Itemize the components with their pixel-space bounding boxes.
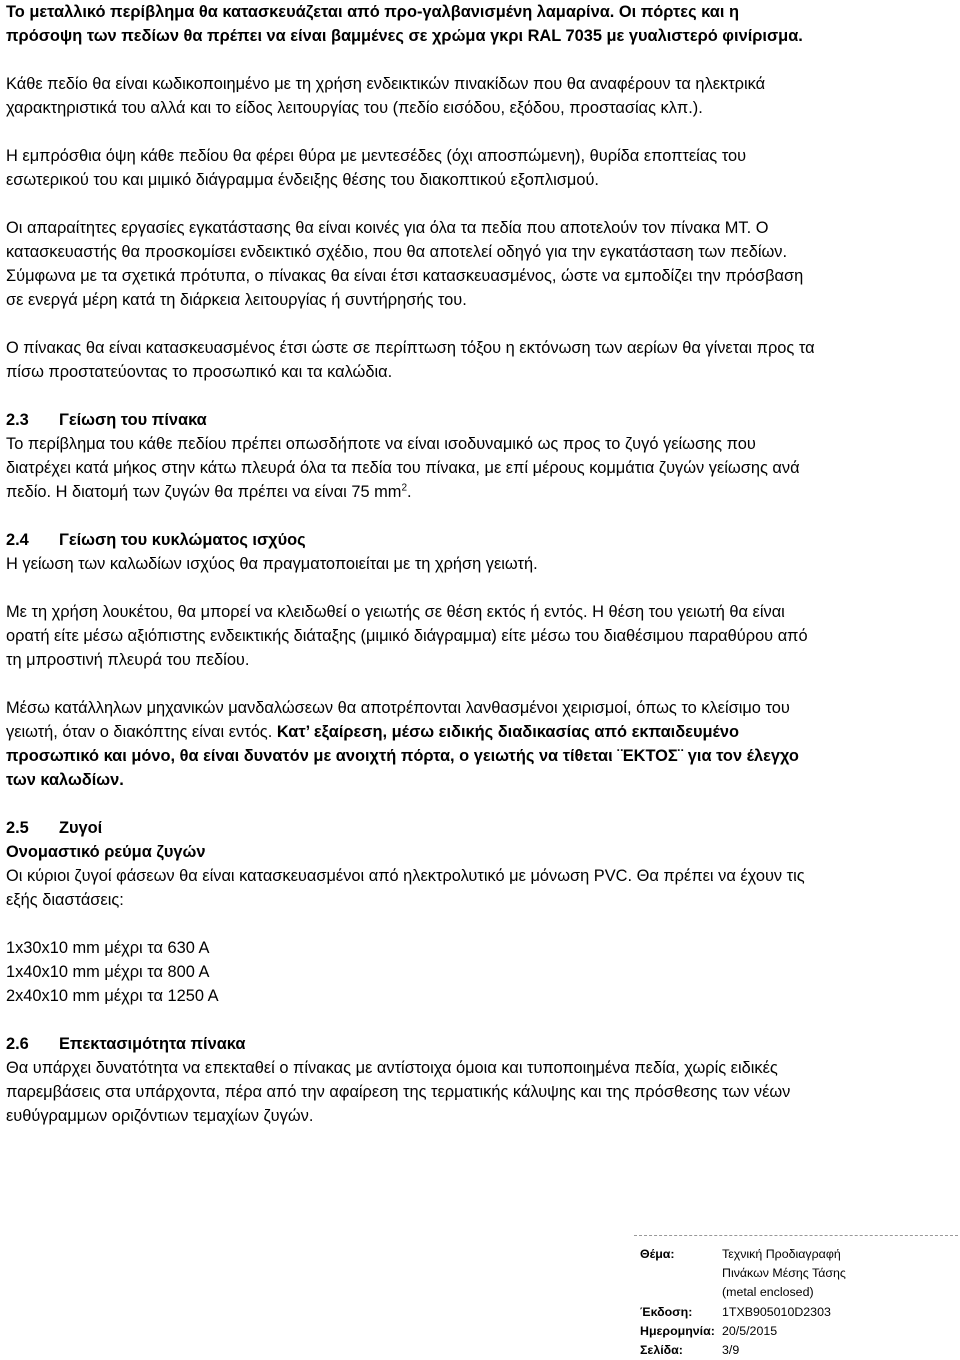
bold-span: Κατ’ εξαίρεση, μέσω ειδικής διαδικασίας από εκπαιδευμένο bbox=[276, 723, 740, 741]
paragraph-line: Οι απαραίτητες εργασίες εγκατάστασης θα είναι κοινές για όλα τα πεδία που αποτελούν τον πίνακα ΜΤ. Ο bbox=[6, 219, 769, 237]
text-span: γειωτή, όταν ο διακόπτης είναι εντός. bbox=[6, 723, 277, 741]
paragraph-line bbox=[6, 720, 956, 744]
document-footer bbox=[640, 1245, 846, 1360]
dimension-item: 1x40x10 mm μέχρι τα 800 Α bbox=[6, 963, 210, 981]
footer-label: Θέμα: bbox=[640, 1247, 675, 1261]
footer-label: Σελίδα: bbox=[640, 1343, 683, 1358]
section-heading-2-6 bbox=[6, 1032, 956, 1056]
footer-value: 20/5/2015 bbox=[722, 1323, 778, 1338]
footer-date-row bbox=[640, 1322, 846, 1341]
paragraph-line: Με τη χρήση λουκέτου, θα μπορεί να κλειδωθεί ο γειωτής σε θέση εκτός ή εντός. Η θέση του γειωτή θα είναι bbox=[6, 603, 785, 621]
footer-subject-row-3 bbox=[640, 1283, 846, 1302]
paragraph-line: εσωτερικού του και μιμικό διάγραμμα ένδειξης θέσης του διακοπτικού εξοπλισμού. bbox=[6, 171, 599, 189]
paragraph-line: σε ενεργά μέρη κατά τη διάρκεια λειτουργίας ή συντήρησής του. bbox=[6, 291, 467, 309]
section-heading-2-3 bbox=[6, 408, 956, 432]
footer-label: Έκδοση: bbox=[640, 1304, 693, 1319]
paragraph-line: Ο πίνακας θα είναι κατασκευασμένος έτσι ώστε σε περίπτωση τόξου η εκτόνωση των αερίων θα γίνεται προς τα bbox=[6, 339, 815, 357]
footer-value: Πινάκων Μέσης Τάσης bbox=[722, 1266, 846, 1281]
paragraph-line: Θα υπάρχει δυνατότητα να επεκταθεί ο πίνακας με αντίστοιχα όμοια και τυποποιημένα πεδία, χωρίς ειδικές bbox=[6, 1059, 778, 1077]
section-heading-2-4 bbox=[6, 528, 956, 552]
paragraph-line: τη μπροστινή πλευρά του πεδίου. bbox=[6, 651, 250, 669]
paragraph-line: Οι κύριοι ζυγοί φάσεων θα είναι κατασκευασμένοι από ηλεκτρολυτικό με μόνωση PVC. Θα πρέπει να έχουν τις bbox=[6, 867, 805, 885]
footer-edition-row bbox=[640, 1303, 846, 1322]
footer-value: Τεχνική Προδιαγραφή bbox=[722, 1247, 841, 1261]
paragraph-line: Η γείωση των καλωδίων ισχύος θα πραγματοποιείται με τη χρήση γειωτή. bbox=[6, 555, 538, 573]
section-number: 2.5 bbox=[6, 819, 29, 837]
paragraph-line: ορατή είτε μέσω αξιόπιστης ενδεικτικής διάταξης (μιμικό διάγραμμα) είτε μέσω του διαθέσιμου παραθύρου από bbox=[6, 627, 808, 645]
paragraph-line: χαρακτηριστικά του αλλά και το είδος λειτουργίας του (πεδίο εισόδου, εξόδου, προστασίας κλπ.). bbox=[6, 99, 703, 117]
text-span: πεδίο. Η διατομή των ζυγών θα πρέπει να είναι 75 mm bbox=[6, 483, 402, 501]
section-heading-2-5 bbox=[6, 816, 956, 840]
page-number: 3/9 bbox=[722, 1343, 740, 1358]
intro-line: Το μεταλλικό περίβλημα θα κατασκευάζεται από προ-γαλβανισμένη λαμαρίνα. Οι πόρτες και η bbox=[6, 3, 739, 21]
paragraph-line: Σύμφωνα με τα σχετικά πρότυπα, ο πίνακας θα είναι έτσι κατασκευασμένος, ώστε να εμποδίζει την πρόσβαση bbox=[6, 267, 804, 285]
footer-page-row bbox=[640, 1341, 846, 1360]
section-title: Επεκτασιμότητα πίνακα bbox=[59, 1035, 246, 1053]
footer-value: (metal enclosed) bbox=[722, 1285, 814, 1300]
paragraph-line: παρεμβάσεις στα υπάρχοντα, πέρα από την αφαίρεση της τερματικής κάλυψης και της πρόσθεσης των νέων bbox=[6, 1083, 791, 1101]
paragraph-line: Το περίβλημα του κάθε πεδίου πρέπει οπωσδήποτε να είναι ισοδυναμικό ως προς το ζυγό γείωσης που bbox=[6, 435, 756, 453]
footer-value: 1TXB905010D2303 bbox=[722, 1304, 831, 1319]
section-number: 2.6 bbox=[6, 1035, 29, 1053]
section-number: 2.4 bbox=[6, 531, 29, 549]
superscript: 2 bbox=[401, 482, 408, 494]
dimension-item: 2x40x10 mm μέχρι τα 1250 Α bbox=[6, 987, 219, 1005]
paragraph-line: διατρέχει κατά μήκος στην κάτω πλευρά όλα τα πεδία του πίνακα, με επί μέρους κομμάτια ζυγών γείωσης ανά bbox=[6, 459, 800, 477]
footer-subject-row-2 bbox=[640, 1264, 846, 1283]
footer-divider bbox=[634, 1235, 958, 1236]
paragraph-line bbox=[6, 480, 956, 504]
section-title: Γείωση του πίνακα bbox=[59, 411, 207, 429]
intro-line: πρόσοψη των πεδίων θα πρέπει να είναι βαμμένες σε χρώμα γκρι RAL 7035 με γυαλιστερό φινίρισμα. bbox=[6, 27, 803, 45]
paragraph-line: κατασκευαστής θα προσκομίσει ενδεικτικό σχέδιο, που θα αποτελεί οδηγό για την εγκατάσταση των πεδίων. bbox=[6, 243, 788, 261]
sub-heading: Ονομαστικό ρεύμα ζυγών bbox=[6, 843, 206, 861]
footer-subject-row bbox=[640, 1245, 846, 1264]
paragraph-line: πίσω προστατεύοντας το προσωπικό και τα καλώδια. bbox=[6, 363, 393, 381]
text-span: . bbox=[407, 483, 412, 501]
section-title: Ζυγοί bbox=[59, 819, 103, 837]
paragraph-line: ευθύγραμμων οριζόντιων τεμαχίων ζυγών. bbox=[6, 1107, 314, 1125]
footer-label: Ημερομηνία: bbox=[640, 1323, 715, 1338]
paragraph-line: εξής διαστάσεις: bbox=[6, 891, 124, 909]
paragraph-line: προσωπικό και μόνο, θα είναι δυνατόν με ανοιχτή πόρτα, ο γειωτής να τίθεται ¨ΕΚΤΟΣ¨ για τον έλεγχο bbox=[6, 747, 799, 765]
section-number: 2.3 bbox=[6, 411, 29, 429]
dimension-item: 1x30x10 mm μέχρι τα 630 Α bbox=[6, 939, 210, 957]
paragraph-line: των καλωδίων. bbox=[6, 771, 124, 789]
document-body bbox=[6, 0, 956, 1128]
paragraph-line: Μέσω κατάλληλων μηχανικών μανδαλώσεων θα αποτρέπονται λανθασμένοι χειρισμοί, όπως το κλείσιμο του bbox=[6, 699, 790, 717]
paragraph-line: Η εμπρόσθια όψη κάθε πεδίου θα φέρει θύρα με μεντεσέδες (όχι αποσπώμενη), θυρίδα εποπτείας του bbox=[6, 147, 747, 165]
paragraph-line: Κάθε πεδίο θα είναι κωδικοποιημένο με τη χρήση ενδεικτικών πινακίδων που θα αναφέρουν τα ηλεκτρικά bbox=[6, 75, 766, 93]
section-title: Γείωση του κυκλώματος ισχύος bbox=[59, 531, 306, 549]
